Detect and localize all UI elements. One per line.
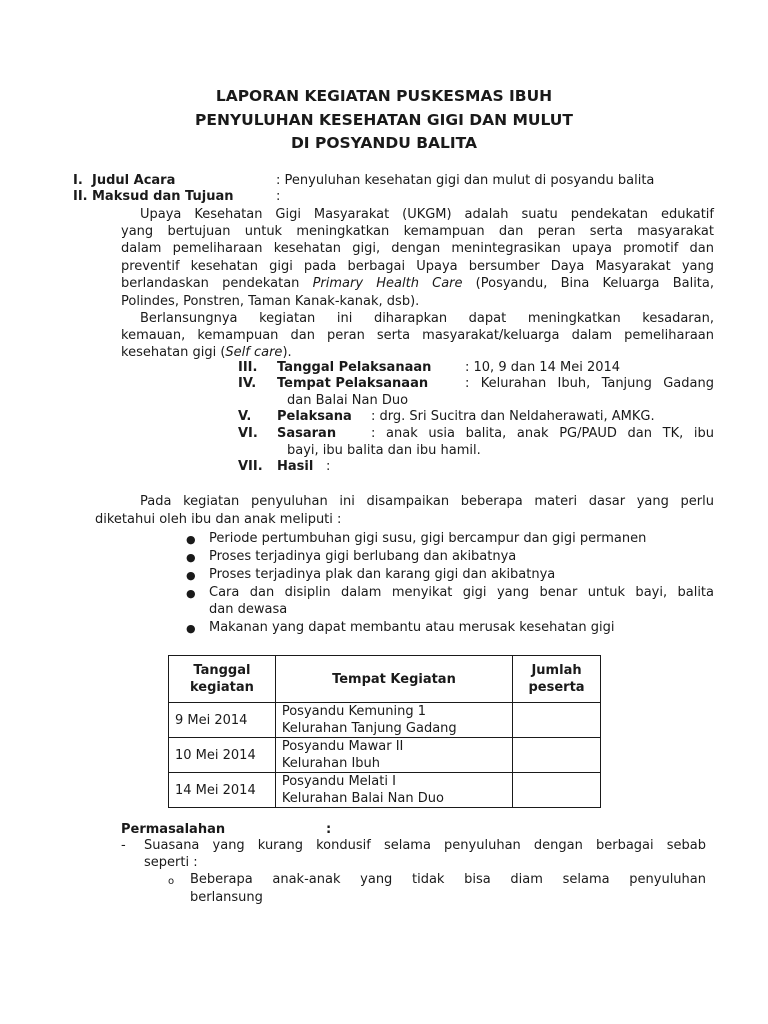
- italic-phrase: Self care: [225, 345, 283, 360]
- section-number-iv: IV.: [238, 376, 257, 391]
- section-number-i: I.: [73, 173, 83, 188]
- paragraph-line: yang bertujuan untuk meningkatkan kemampuan dan peran serta masyarakat: [121, 224, 714, 239]
- bullet-dot-icon: ●: [186, 622, 196, 635]
- table-row: [169, 773, 601, 808]
- table-header-row: [169, 656, 601, 703]
- cell-tempat: Posyandu Kemuning 1 Kelurahan Tanjung Gadang: [275, 703, 512, 738]
- header-tanggal: Tanggal kegiatan: [169, 656, 276, 703]
- paragraph-line: Upaya Kesehatan Gigi Masyarakat (UKGM) adalah suatu pendekatan edukatif: [140, 207, 714, 222]
- cell-tempat: Posyandu Melati I Kelurahan Balai Nan Duo: [275, 773, 512, 808]
- paragraph-line: Berlansungnya kegiatan ini diharapkan dapat meningkatkan kesadaran,: [140, 311, 714, 326]
- dash-bullet: -: [121, 838, 126, 853]
- report-title-line2: PENYULUHAN KESEHATAN GIGI DAN MULUT: [195, 111, 573, 129]
- permasalahan-item-continued: seperti :: [144, 855, 198, 870]
- bullet-dot-icon: ●: [186, 533, 196, 546]
- judul-acara-label: Judul Acara: [92, 173, 176, 188]
- list-item: Proses terjadinya plak dan karang gigi dan akibatnya: [209, 567, 556, 582]
- tanggal-label: Tanggal Pelaksanaan: [277, 360, 432, 375]
- maksud-tujuan-colon: :: [276, 189, 281, 204]
- sasaran-value-continued: bayi, ibu balita dan ibu hamil.: [287, 443, 481, 458]
- tempat-value: : Kelurahan Ibuh, Tanjung Gadang: [465, 376, 714, 391]
- cell-tanggal: 14 Mei 2014: [169, 773, 276, 808]
- sasaran-value: : anak usia balita, anak PG/PAUD dan TK, ibu: [371, 426, 714, 441]
- bullet-dot-icon: ●: [186, 551, 196, 564]
- tanggal-value: : 10, 9 dan 14 Mei 2014: [465, 360, 621, 375]
- pelaksana-label: Pelaksana: [277, 409, 352, 424]
- judul-acara-value: : Penyuluhan kesehatan gigi dan mulut di posyandu balita: [276, 173, 655, 188]
- permasalahan-label: Permasalahan: [121, 822, 226, 837]
- cell-jumlah: [513, 773, 601, 808]
- header-tempat: Tempat Kegiatan: [275, 656, 512, 703]
- sasaran-label: Sasaran: [277, 426, 337, 441]
- table-row: [169, 703, 601, 738]
- hasil-colon: :: [326, 459, 331, 474]
- permasalahan-subitem: Beberapa anak-anak yang tidak bisa diam selama penyuluhan: [190, 872, 706, 887]
- tempat-label: Tempat Pelaksanaan: [277, 376, 429, 391]
- paragraph-line: preventif kesehatan gigi pada berbagai Upaya bersumber Daya Masyarakat yang: [121, 259, 714, 274]
- paragraph-line: dalam pemeliharaan kesehatan gigi, dengan menintegrasikan upaya promotif dan: [121, 241, 714, 256]
- cell-tanggal: 10 Mei 2014: [169, 738, 276, 773]
- list-item: Periode pertumbuhan gigi susu, gigi bercampur dan gigi permanen: [209, 531, 647, 546]
- section-number-vii: VII.: [238, 459, 263, 474]
- list-item: Cara dan disiplin dalam menyikat gigi yang benar untuk bayi, balita: [209, 585, 714, 600]
- cell-jumlah: [513, 703, 601, 738]
- paragraph-line: berlandaskan pendekatan Primary Health Care (Posyandu, Bina Keluarga Balita,: [121, 276, 714, 291]
- list-item-continued: dan dewasa: [209, 602, 288, 617]
- report-title-line1: LAPORAN KEGIATAN PUSKESMAS IBUH: [215, 87, 553, 105]
- hasil-label: Hasil: [277, 459, 314, 474]
- header-jumlah: Jumlah peserta: [513, 656, 601, 703]
- tempat-value-continued: dan Balai Nan Duo: [287, 393, 409, 408]
- paragraph-line: Polindes, Ponstren, Taman Kanak-kanak, dsb).: [121, 294, 420, 309]
- maksud-tujuan-label: Maksud dan Tujuan: [92, 189, 234, 204]
- bullet-dot-icon: ●: [186, 587, 196, 600]
- circle-bullet-icon: o: [168, 876, 175, 887]
- cell-jumlah: [513, 738, 601, 773]
- table-row: [169, 738, 601, 773]
- pelaksana-value: : drg. Sri Sucitra dan Neldaherawati, AMKG.: [371, 409, 655, 424]
- paragraph-line: kemauan, kemampuan dan peran serta masyarakat/keluarga dalam pemeliharaan: [121, 328, 714, 343]
- cell-tempat: Posyandu Mawar II Kelurahan Ibuh: [275, 738, 512, 773]
- hasil-paragraph-line: diketahui oleh ibu dan anak meliputi :: [95, 512, 342, 527]
- kegiatan-table: [168, 655, 601, 808]
- list-item: Proses terjadinya gigi berlubang dan akibatnya: [209, 549, 517, 564]
- permasalahan-colon: :: [326, 822, 332, 837]
- permasalahan-subitem-continued: berlansung: [190, 890, 263, 905]
- hasil-paragraph-line: Pada kegiatan penyuluhan ini disampaikan beberapa materi dasar yang perlu: [140, 494, 714, 509]
- section-number-ii: II.: [73, 189, 88, 204]
- bullet-dot-icon: ●: [186, 569, 196, 582]
- section-number-v: V.: [238, 409, 252, 424]
- permasalahan-item: Suasana yang kurang kondusif selama penyuluhan dengan berbagai sebab: [144, 838, 706, 853]
- list-item: Makanan yang dapat membantu atau merusak kesehatan gigi: [209, 620, 615, 635]
- report-title-line3: DI POSYANDU BALITA: [290, 134, 478, 152]
- section-number-iii: III.: [238, 360, 258, 375]
- italic-phrase: Primary Health Care: [312, 276, 463, 291]
- section-number-vi: VI.: [238, 426, 258, 441]
- cell-tanggal: 9 Mei 2014: [169, 703, 276, 738]
- paragraph-line: kesehatan gigi (Self care).: [121, 345, 292, 360]
